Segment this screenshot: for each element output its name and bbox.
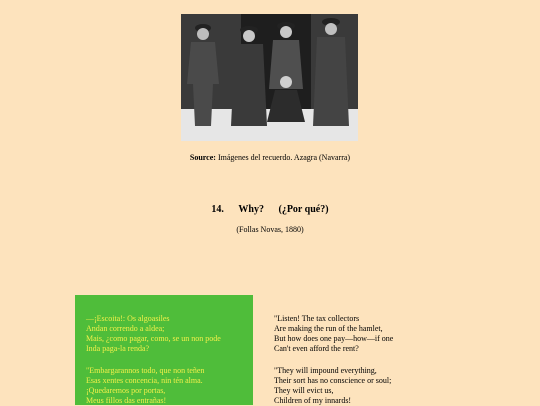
poem-line: Esas xentes concencia, nin tén alma. [86, 376, 203, 385]
poem-line: They will evict us, [274, 386, 334, 395]
poem-line: Andan correndo a aldea; [86, 324, 165, 333]
poem-number: 14. [211, 204, 224, 215]
poem-line: "They will impound everything, [274, 366, 377, 375]
poem-line: Their sort has no conscience or soul; [274, 376, 392, 385]
caption-label: Source: [189, 153, 216, 162]
poem-title-spanish: (¿Por qué?) [278, 204, 329, 215]
photo-figures [181, 14, 358, 141]
poem-line: Inda paga-la renda? [86, 344, 150, 353]
poem-line: But how does one pay—how—if one [274, 334, 394, 343]
poem-line: "Embargarannos todo, que non teñen [86, 366, 205, 375]
poem-heading [0, 204, 540, 215]
original-stanza [86, 366, 204, 406]
poem-source: (Follas Novas, 1880) [236, 225, 304, 234]
poem-line: Mais, ¿como pagar, como, se un non pode [86, 334, 221, 343]
poem-title-english: Why? [238, 204, 264, 215]
original-poem-panel [75, 295, 253, 405]
historical-photo [181, 14, 358, 141]
poem-line: Children of my innards! [274, 396, 352, 405]
poem-line: Meus fillos das entrañas! [86, 396, 167, 405]
poem-line: "Listen! The tax collectors [274, 314, 360, 323]
caption-text: Imágenes del recuerdo. Azagra (Navarra) [217, 153, 351, 162]
photo-caption [0, 153, 540, 162]
poem-line: Can't even afford the rent? [274, 344, 359, 353]
translation-stanza [274, 366, 391, 406]
poem-line: ¡Quedaremos por portas, [86, 386, 166, 395]
original-stanza [86, 314, 221, 354]
poem-line: Are making the run of the hamlet, [274, 324, 383, 333]
poem-line: —¡Escoita!: Os algoasiles [86, 314, 170, 323]
translation-stanza [274, 314, 393, 354]
